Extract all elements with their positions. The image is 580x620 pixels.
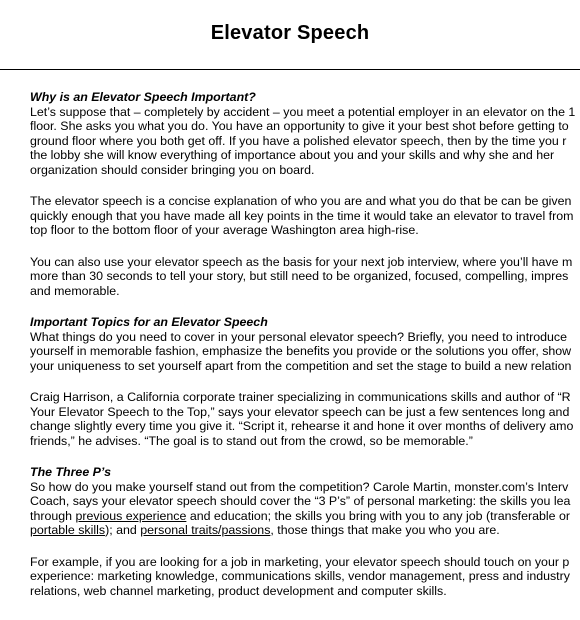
section-heading: The Three P’s xyxy=(30,465,112,479)
section-three-ps xyxy=(30,465,580,598)
title-divider xyxy=(0,69,580,70)
paragraph xyxy=(30,555,580,599)
text-line: So how do you make yourself stand out from the competition? Carole Martin, monster.com’s Interv xyxy=(30,479,569,494)
underlined-term-portable-skills: portable skills xyxy=(30,523,106,537)
text-line: relations, web channel marketing, product development and computer skills. xyxy=(30,583,447,598)
text-line: organization should consider bringing you on board. xyxy=(30,162,315,177)
section-heading: Important Topics for an Elevator Speech xyxy=(30,315,268,329)
text-line: For example, if you are looking for a job in marketing, your elevator speech should touch on your p xyxy=(30,554,570,569)
text-line: quickly enough that you have made all key points in the time it would take an elevator to travel from xyxy=(30,208,574,223)
text-line xyxy=(30,523,580,538)
text-line: Coach, says your elevator speech should cover the “3 P’s” of personal marketing: the skills you lea xyxy=(30,494,571,508)
paragraph xyxy=(30,105,580,178)
paragraph xyxy=(30,194,580,238)
text-line: experience: marketing knowledge, communications skills, vendor management, press and industry xyxy=(30,569,570,583)
text-line: yourself in memorable fashion, emphasize the benefits you provide or the solutions you offer, show xyxy=(30,344,572,358)
text-line: more than 30 seconds to tell your story, but still need to be organized, focused, compelling, impres xyxy=(30,269,569,283)
text-line: Let’s suppose that – completely by accident – you meet a potential employer in an elevator on the 1 xyxy=(30,104,576,119)
text-line: top floor to the bottom floor of your average Washington area high-rise. xyxy=(30,223,419,237)
text-line: change slightly every time you give it. “Script it, rehearse it and hone it over months of delivery amo xyxy=(30,419,574,433)
page-title: Elevator Speech xyxy=(210,22,370,44)
text-span: , those things that make you who you are. xyxy=(270,523,500,537)
text-line: Your Elevator Speech to the Top,” says your elevator speech can be just a few sentences long and xyxy=(30,404,570,419)
text-line: Craig Harrison, a California corporate trainer specializing in communications skills and author of “R xyxy=(30,390,571,404)
section-heading: Why is an Elevator Speech Important? xyxy=(30,90,256,104)
paragraph xyxy=(30,390,580,448)
text-line: You can also use your elevator speech as the basis for your next job interview, where you’ll have m xyxy=(30,254,573,269)
text-line: and memorable. xyxy=(30,283,120,298)
text-line: The elevator speech is a concise explanation of who you are and what you do that be can be given xyxy=(30,194,572,208)
paragraph xyxy=(30,255,580,299)
text-line: floor. She asks you what you do. You have an opportunity to give it your best shot before getting to xyxy=(30,119,569,133)
document-body xyxy=(30,90,580,615)
text-span: and education; the skills you bring with you to any job (transferable or xyxy=(186,508,571,523)
text-line: the lobby she will know everything of importance about you and your skills and why she and her xyxy=(30,148,555,162)
paragraph xyxy=(30,330,580,374)
text-line: What things do you need to cover in your personal elevator speech? Briefly, you need to introduce xyxy=(30,329,568,344)
section-important-topics xyxy=(30,315,580,448)
text-span: through xyxy=(30,508,76,523)
underlined-term-personal-traits: personal traits/passions xyxy=(140,523,271,537)
text-line: ground floor where you both get off. If you have a polished elevator speech, then by the time you r xyxy=(30,133,567,148)
text-line xyxy=(30,509,580,524)
text-line: friends,” he advises. “The goal is to stand out from the crowd, so be memorable.” xyxy=(30,433,473,448)
text-line: your uniqueness to set yourself apart from the competition and set the stage to build a new relation xyxy=(30,358,572,373)
text-span: ); and xyxy=(105,523,141,537)
paragraph xyxy=(30,480,580,538)
underlined-term-previous-experience: previous experience xyxy=(75,508,187,523)
section-why-important xyxy=(30,90,580,298)
